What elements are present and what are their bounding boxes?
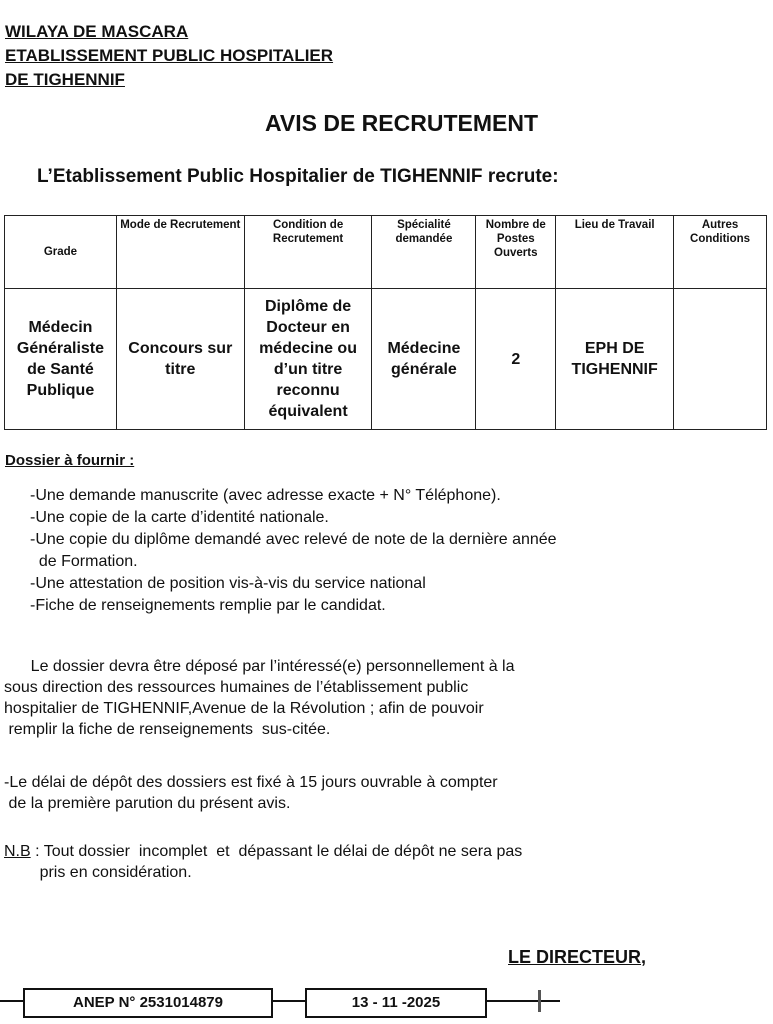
list-item: -Fiche de renseignements remplie par le candidat. (30, 597, 386, 614)
list-item: -Une copie de la carte d’identité nationale. (30, 509, 329, 526)
notice-title: AVIS DE RECRUTEMENT (264, 110, 539, 136)
table-row (5, 289, 767, 430)
intro-sentence: L’Etablissement Public Hospitalier de TIGHENNIF recrute: (37, 166, 559, 187)
header-specialite: Spécialité demandée (372, 216, 476, 289)
table-header-row (5, 216, 767, 289)
cell-grade: Médecin Généraliste de Santé Publique (5, 289, 117, 430)
header-nombre: Nombre de Postes Ouverts (476, 216, 556, 289)
nb-label: N.B (4, 843, 31, 860)
nb-note (4, 841, 522, 883)
recruitment-table (4, 215, 767, 430)
cell-nombre: 2 (476, 289, 556, 430)
dossier-title: Dossier à fournir : (5, 452, 135, 469)
cell-mode: Concours sur titre (116, 289, 244, 430)
header-line-wilaya: WILAYA DE MASCARA (5, 22, 189, 41)
header-condition: Condition de Recrutement (244, 216, 372, 289)
list-item: -Une copie du diplôme demandé avec relevé de note de la dernière année (30, 531, 557, 548)
issuer-header (5, 20, 333, 92)
anep-reference-badge: ANEP N° 2531014879 (23, 988, 273, 1018)
header-line-establishment: ETABLISSEMENT PUBLIC HOSPITALIER (5, 46, 334, 65)
cell-condition: Diplôme de Docteur en médecine ou d’un titre reconnu équivalent (244, 289, 372, 430)
header-mode: Mode de Recrutement (116, 216, 244, 289)
header-grade: Grade (5, 216, 117, 289)
director-signature: LE DIRECTEUR, (508, 947, 647, 967)
cell-lieu: EPH DE TIGHENNIF (556, 289, 674, 430)
notice-title-wrapper (0, 110, 773, 137)
header-lieu: Lieu de Travail (556, 216, 674, 289)
list-item: de Formation. (30, 553, 138, 570)
list-item: -Une demande manuscrite (avec adresse exacte + N° Téléphone). (30, 487, 501, 504)
delay-paragraph: -Le délai de dépôt des dossiers est fixé à 15 jours ouvrable à compter de la première parution du présent avis. (4, 774, 498, 812)
documents-list (30, 485, 557, 617)
header-autres: Autres Conditions (674, 216, 767, 289)
list-item: -Une attestation de position vis-à-vis du service national (30, 575, 426, 592)
cell-autres (674, 289, 767, 430)
nb-text: : Tout dossier incomplet et dépassant le délai de dépôt ne sera pas pris en considération. (35, 843, 523, 881)
cell-specialite: Médecine générale (372, 289, 476, 430)
deposit-paragraph: Le dossier devra être déposé par l’intéressé(e) personnellement à la sous direction des ressources humaines de l’établissement public hospitalier de TIGHENNIF,Avenue de la Révolution ; afin de pouvoir remplir la fiche de renseignements sus-citée. (4, 658, 515, 738)
footer-end-mark (538, 990, 541, 1012)
header-line-location: DE TIGHENNIF (5, 70, 125, 89)
publication-date-badge: 13 - 11 -2025 (305, 988, 487, 1018)
